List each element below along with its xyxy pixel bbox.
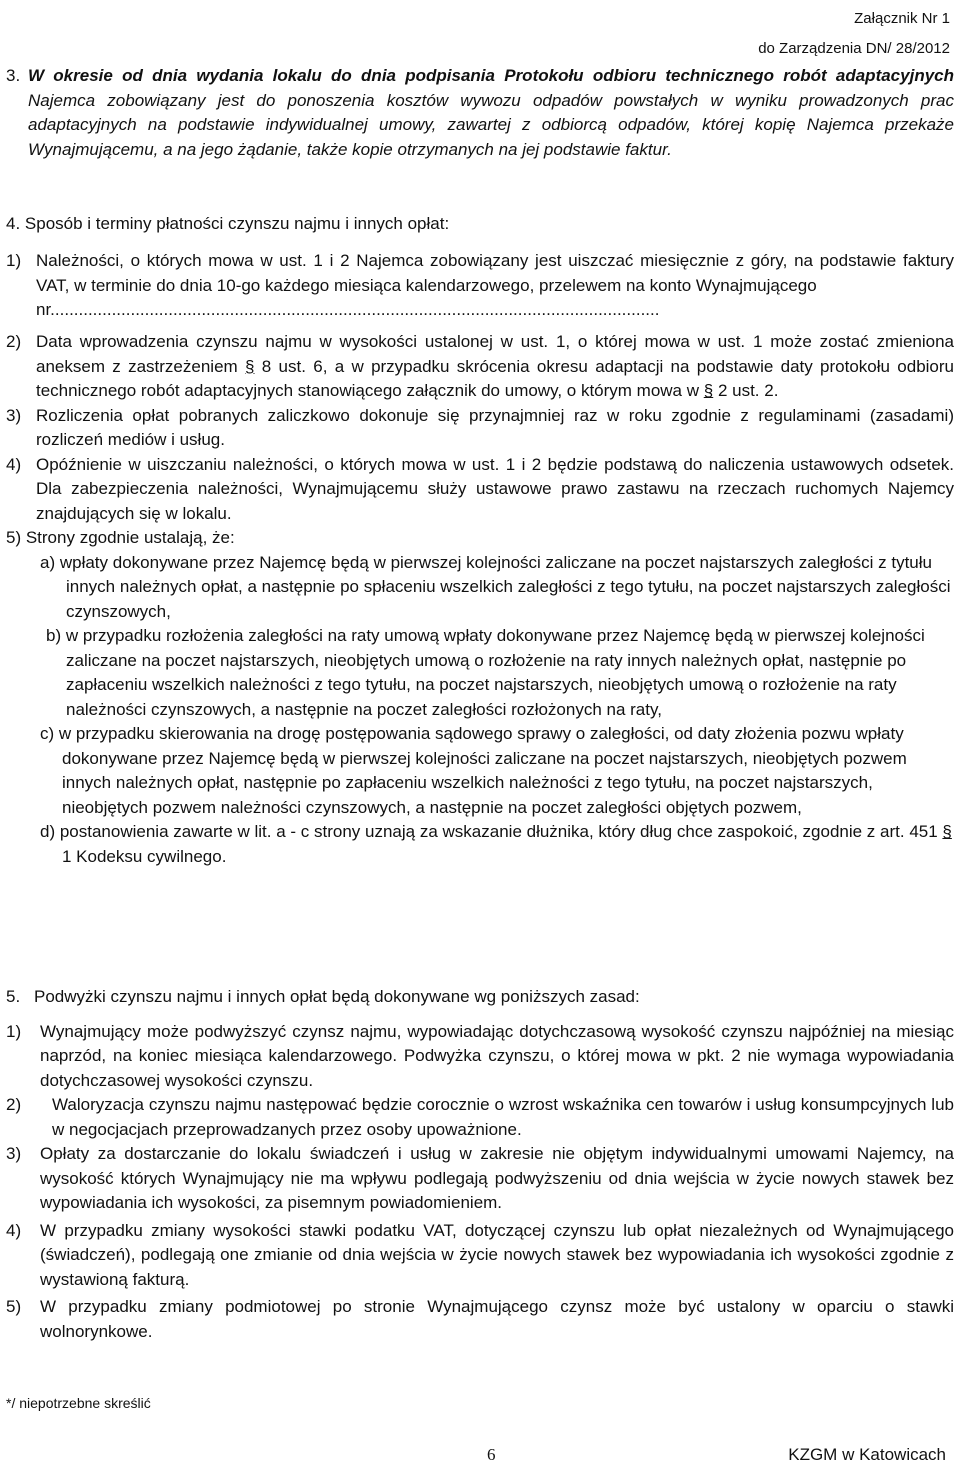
- rule-1-number: 1): [6, 1021, 22, 1041]
- point-3-text: Rozliczenia opłat pobranych zaliczkowo dokonuje się przynajmniej raz w roku zgodnie z regulaminami (zasadami) rozliczeń mediów i usług.: [36, 405, 954, 449]
- point-1-body: Należności, o których mowa w ust. 1 i 2 Najemca zobowiązany jest uiszczać miesięcznie z góry, na podstawie faktury VAT, w terminie do dnia 10-go każdego miesiąca kalendarzowego, przelewem na konto Wynajmującego: [36, 251, 954, 295]
- point-5d-body-a: d) postanowienia zawarte w lit. a - c strony uznają za wskazanie dłużnika, który dług chce zaspokoić, zgodnie z art. 451: [40, 822, 943, 841]
- section-3-bold: W okresie od dnia wydania lokalu do dnia podpisania Protokołu odbioru technicznego robót adaptacyjnych: [28, 66, 954, 85]
- attachment-header: [758, 4, 950, 64]
- rule-2: [6, 1093, 954, 1142]
- rule-3-text: Opłaty za dostarczanie do lokalu świadczeń i usług w zakresie nie objętym indywidualnymi umowami Najemcy, na wysokość których Wynajmujący nie ma wpływu podlegają podwyższeniu od dnia wejścia w życie nowych stawek bez wypowiadania ich wysokości, za pisemnym powiadomieniem.: [40, 1144, 954, 1212]
- section-4: [6, 212, 954, 237]
- point-2-body-c: 2 ust. 2.: [713, 381, 779, 400]
- rule-4-number: 4): [6, 1220, 22, 1240]
- point-5d: [6, 820, 954, 869]
- rule-3: [6, 1142, 954, 1216]
- point-2-body-a: Data wprowadzenia czynszu najmu w wysokości ustalonej w ust. 1, o której mowa w ust. 1 może zostać zmieniona aneksem z zastrzeżeniem: [36, 332, 954, 376]
- footer-organization: KZGM w Katowicach: [788, 1445, 946, 1464]
- section-sign: §: [245, 356, 255, 376]
- point-2: [6, 330, 954, 404]
- point-5a: [6, 551, 954, 625]
- point-1: [6, 249, 954, 330]
- point-5b-text: b) w przypadku rozłożenia zaległości na raty umową wpłaty dokonywane przez Najemcę będą w pierwszej kolejności zaliczane na poczet najstarszych, nieobjętych umową o rozłożenie na raty innych należnych opłat, następnie po zapłaceniu wszelkich należności z tego tytułu, na poczet najstarszych, nieobjętych umową o rozłożenie na raty należności czynszowych, a następnie na poczet zaległości rozłożonych na raty,: [46, 626, 925, 719]
- point-3: [6, 404, 954, 453]
- section-sign: §: [942, 822, 952, 841]
- rule-5-text: W przypadku zmiany podmiotowej po stronie Wynajmującego czynsz może być ustalony w oparciu o stawki wolnorynkowe.: [40, 1297, 954, 1341]
- account-number-field: nr.................................................................................................................................: [36, 300, 660, 319]
- section-3-rest: Najemca zobowiązany jest do ponoszenia kosztów wywozu odpadów powstałych w wyniku prowadzonych prac adaptacyjnych na podstawie indywidualnej umowy, zawartej z odbiorcą odpadów, której kopię Najemca przekaże Wynajmującemu, a na jego żądanie, także kopie otrzymanych na jej podstawie faktur.: [28, 90, 954, 159]
- rule-3-number: 3): [6, 1144, 22, 1163]
- section-3-text: [28, 64, 954, 162]
- page-number: 6: [487, 1445, 496, 1464]
- point-5a-text: a) wpłaty dokonywane przez Najemcę będą w pierwszej kolejności zaliczane na poczet najstarszych zaległości z tytułu innych należnych opłat, a następnie po spłaceniu wszelkich zaległości z tego tytułu, na poczet najstarszych zaległości czynszowych,: [40, 552, 951, 621]
- point-4-text: Opóźnienie w uiszczaniu należności, o których mowa w ust. 1 i 2 będzie podstawą do naliczenia ustawowych odsetek. Dla zabezpieczenia należności, Wynajmującemu służy ustawowe prawo zastawu na rzeczach ruchomych Najemcy znajdujących się w lokalu.: [36, 454, 954, 523]
- point-5d-body-b: 1 Kodeksu cywilnego.: [62, 846, 227, 866]
- point-2-text: [36, 330, 954, 404]
- point-2-number: 2): [6, 332, 22, 351]
- rule-1: [6, 1020, 954, 1094]
- attachment-label: Załącznik Nr 1: [854, 10, 950, 27]
- point-4-number: 4): [6, 454, 22, 474]
- section-sign: §: [703, 381, 714, 400]
- rule-5: [6, 1295, 954, 1344]
- section-5: [6, 985, 954, 1344]
- rule-4-text: W przypadku zmiany wysokości stawki podatku VAT, dotyczącej czynszu lub opłat niezależnych od Wynajmującego (świadczeń), podlegają one zmianie od dnia wejścia w życie nowych stawek bez wypowiadania ich wysokości zgodnie z wystawioną fakturą.: [40, 1220, 954, 1289]
- section-3-number: 3.: [6, 66, 21, 85]
- section-4-title: 4. Sposób i terminy płatności czynszu najmu i innych opłat:: [6, 214, 450, 233]
- point-5c-text: c) w przypadku skierowania na drogę postępowania sądowego sprawy o zaległości, od daty złożenia pozwu wpłaty dokonywane przez Najemcę będą w pierwszej kolejności zaliczane na poczet najstarszych, nieobjętych pozwem innych należnych opłat, następnie po zapłaceniu wszelkich należności z tego tytułu, na poczet najstarszych, nieobjętych pozwem należności czynszowych, a następnie na poczet zaległości objętych pozwem,: [40, 724, 907, 817]
- section-5-title: [6, 985, 954, 1010]
- section-3: [6, 64, 954, 162]
- point-5b: [6, 624, 954, 722]
- point-5-title: 5) Strony zgodnie ustalają, że:: [6, 528, 235, 547]
- rule-5-number: 5): [6, 1297, 22, 1316]
- section-5-number: 5.: [6, 987, 21, 1006]
- section-5-title-text: Podwyżki czynszu najmu i innych opłat będą dokonywane wg poniższych zasad:: [34, 987, 640, 1006]
- rule-4: [6, 1219, 954, 1293]
- point-2-body-b: 8 ust. 6, a w przypadku skrócenia okresu adaptacji na podstawie daty protokołu odbioru technicznego robót adaptacyjnych stanowiącego załącznik do umowy, o którym mowa w: [36, 356, 955, 400]
- rule-2-text: Waloryzacja czynszu najmu następować będzie corocznie o wzrost wskaźnika cen towarów i usług konsumpcyjnych lub w negocjacjach przeprowadzanych przez osoby upoważnione.: [52, 1095, 954, 1139]
- rule-2-number: 2): [6, 1095, 22, 1114]
- point-3-number: 3): [6, 405, 22, 425]
- point-1-number: 1): [6, 251, 22, 270]
- section-4-points: [6, 249, 954, 869]
- ordinance-label: do Zarządzenia DN/ 28/2012: [758, 40, 950, 57]
- point-1-text: [36, 249, 954, 330]
- point-5c: [6, 722, 954, 820]
- rule-1-text: Wynajmujący może podwyższyć czynsz najmu, wypowiadając dotychczasową wysokość czynszu najpóźniej na miesiąc naprzód, na koniec miesiąca kalendarzowego. Podwyżka czynszu, o której mowa w pkt. 2 nie wymaga wypowiadania dotychczasowej wysokości czynszu.: [40, 1021, 954, 1090]
- point-4: [6, 453, 954, 527]
- footnote: */ niepotrzebne skreślić: [6, 1395, 151, 1411]
